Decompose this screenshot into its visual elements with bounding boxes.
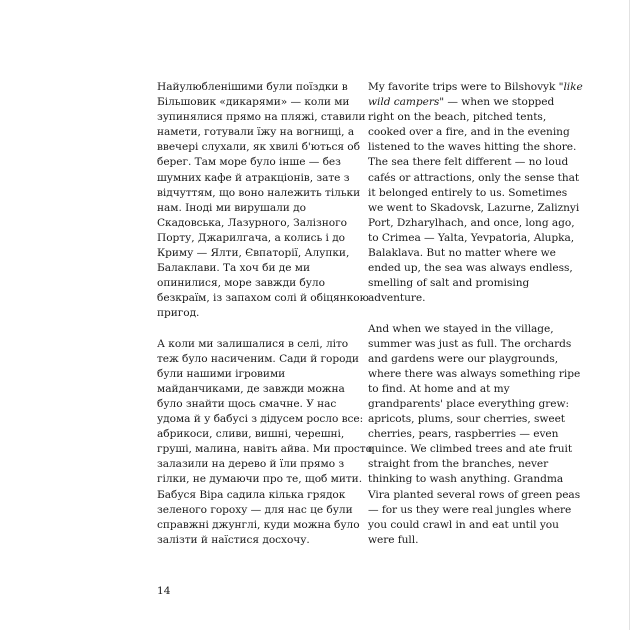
page-number: 14 [157,585,171,597]
english-paragraph-trips-rest: — when we stopped right on the beach, pitched tents, cooked over a fire, and in the evening listened to the waves hitting the shore. The sea there felt different — no loud cafés or attractions, only the sense that it belonged entirely to us. Sometimes we went to Skadovsk, Lazurne, Zaliznyi Port, Dzharylhach, and once, long ago, to Crimea — Yalta, Yevpatoria, Alupka, Balaklava. But no matter where we ended up, the sea was always endless, smelling of salt and promising adventure. [368,96,580,305]
wild-campers-quote: "like wild campers" [368,81,583,109]
english-paragraph-trips-start: My favorite trips were to Bilshovyk [368,81,559,93]
english-paragraph-village: And when we stayed in the village, summer was just as full. The orchards and gardens were our playgrounds, where there was always something ripe to find. At home and at my grandparents' place everything grew: apricots, plums, sour cherries, sweet cherries, pears, raspberries — even quince. We climbed trees and ate fruit straight from the branches, never thinking to wash anything. Grandma Vira planted several rows of green peas — for us they were real jungles where you could crawl in and eat until you were full. [368,322,581,546]
english-text-column [368,80,583,563]
ukrainian-text-column [157,80,372,563]
english-paragraph-trips [368,80,583,306]
ukrainian-paragraph-trips: Найулюбленішими були поїздки в Більшовик «дикарями» — коли ми зупинялися прямо на пляжі, ставили намети, готували їжу на вогнищі, а ввечері слухали, як хвилі б'ються об берег. Там море було інше — без шумних кафе й атракціонів, зате з відчуттям, що воно належить тільки нам. Іноді ми вирушали до Скадовська, Лазурного, Залізного Порту, Джарилгача, а колись і до Криму — Ялти, Євпаторії, Алупки, Балаклави. Та хоч би де ми опинилися, море завжди було безкраїм, із запахом солі й обіцянкою пригод. [157,81,369,320]
ukrainian-paragraph-village: А коли ми залишалися в селі, літо теж було насиченим. Сади й городи були нашими ігровими майданчиками, де завжди можна було знайти щось смачне. У нас удома й у бабусі з дідусем росло все: абрикоси, сливи, вишні, черешні, груші, малина, навіть айва. Ми просто залазили на дерево й їли прямо з гілки, не думаючи про те, щоб мити. Бабуся Віра садила кілька грядок зеленого гороху — для нас це були справжні джунглі, куди можна було залізти й наїстися досхочу. [157,337,372,546]
